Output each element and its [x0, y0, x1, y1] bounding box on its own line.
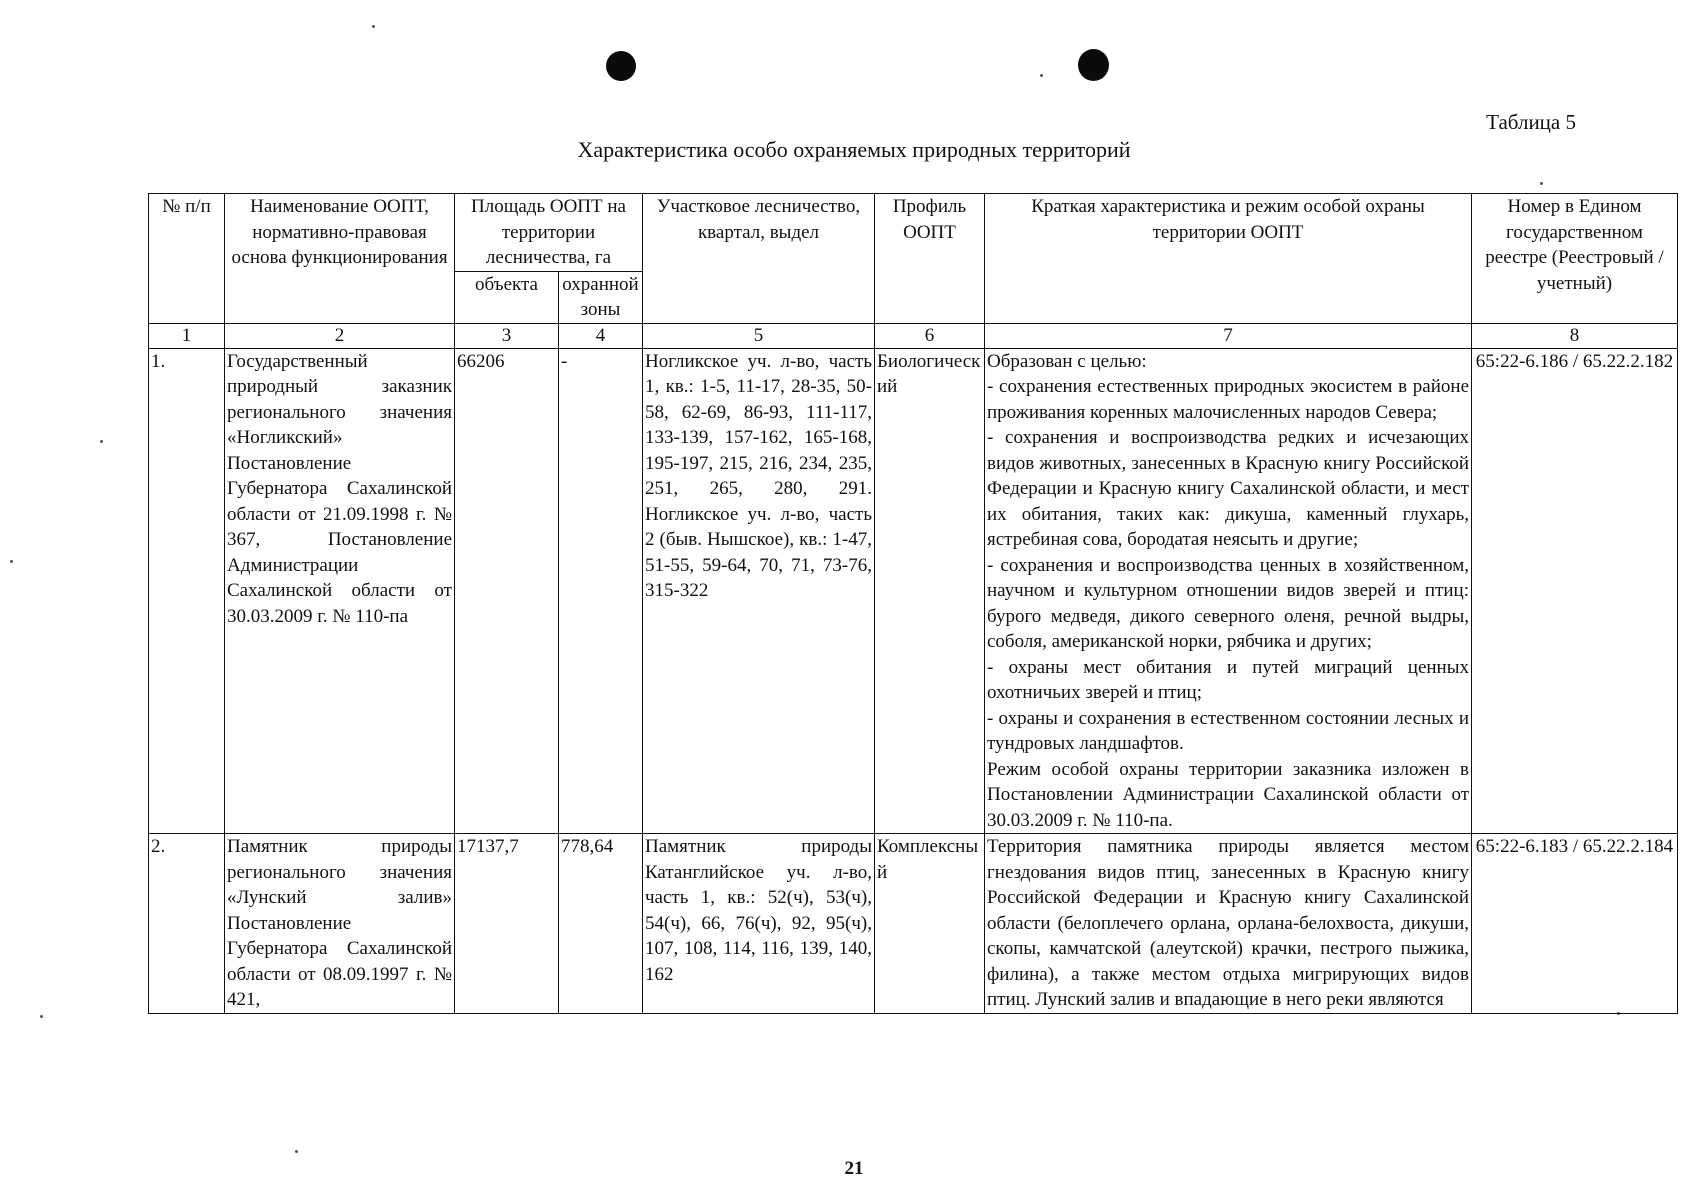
column-number: 8 [1472, 323, 1678, 348]
area-description: Образован с целью: - сохранения естественных природных экосистем в районе проживания коренных малочисленных народов Севера; - сохранения и воспроизводства редких и исчезающих видов животных, занесенных в Красную книгу Российской Федерации и Красную книгу Сахалинской области, и мест их обитания, таких как: дикуша, каменный глухарь, ястребиная сова, бородатая неясыть и другие; - сохранения и воспроизводства ценных в хозяйственном, научном и культурном отношении видов зверей и птиц: бурого медведя, дикого северного оленя, речной выдры, соболя, американской норки, рябчика и других; - охраны мест обитания и путей миграций ценных охотничьих зверей и птиц; - охраны и сохранения в естественном состоянии лесных и тундровых ландшафтов. Режим особой охраны территории заказника изложен в Постановлении Администрации Сахалинской области от 30.03.2009 г. № 110-па. [985, 348, 1472, 834]
forestry-location: Ногликское уч. л-во, часть 1, кв.: 1-5, 11-17, 28-35, 50-58, 62-69, 86-93, 111-117, 133-139, 157-162, 165-168, 195-197, 215, 216, 234, 235, 251, 265, 280, 291. Ногликское уч. л-во, часть 2 (быв. Нышское), кв.: 1-47, 51-55, 59-64, 70, 71, 73-76, 315-322 [643, 348, 875, 834]
punch-hole-left [606, 51, 636, 81]
punch-hole-right [1078, 49, 1109, 81]
column-number: 5 [643, 323, 875, 348]
protected-areas-table [148, 193, 1678, 1014]
scan-speck [372, 25, 375, 28]
row-number: 1. [149, 348, 225, 834]
table-row [149, 834, 1678, 1014]
column-number: 2 [225, 323, 455, 348]
page-number: 21 [844, 1158, 864, 1179]
header-forestry: Участковое лесничество, квартал, выдел [643, 194, 875, 324]
scan-speck [100, 440, 103, 443]
table-row [149, 348, 1678, 834]
header-description: Краткая характеристика и режим особой охраны территории ООПТ [985, 194, 1472, 324]
column-number: 6 [875, 323, 985, 348]
area-zone: 778,64 [559, 834, 643, 1014]
header-profile: Профиль ООПТ [875, 194, 985, 324]
header-row [149, 194, 1678, 272]
scan-speck [295, 1150, 298, 1153]
column-number: 3 [455, 323, 559, 348]
registry-number: 65:22-6.183 / 65.22.2.184 [1472, 834, 1678, 1014]
header-num: № п/п [149, 194, 225, 324]
registry-number: 65:22-6.186 / 65.22.2.182 [1472, 348, 1678, 834]
column-number: 4 [559, 323, 643, 348]
column-number: 1 [149, 323, 225, 348]
header-area-zone: охранной зоны [559, 271, 643, 323]
area-zone: - [559, 348, 643, 834]
row-number: 2. [149, 834, 225, 1014]
header-registry: Номер в Едином государственном реестре (Реестровый / учетный) [1472, 194, 1678, 324]
scan-speck [1040, 74, 1043, 77]
header-area-object: объекта [455, 271, 559, 323]
table-label: Таблица 5 [1486, 110, 1576, 134]
header-area-group: Площадь ООПТ на территории лесничества, га [455, 194, 643, 272]
area-object: 66206 [455, 348, 559, 834]
scan-speck [1540, 182, 1543, 185]
document-title: Характеристика особо охраняемых природных территорий [577, 137, 1131, 162]
area-profile: Биологический [875, 348, 985, 834]
scan-speck [10, 560, 13, 563]
area-profile: Комплексный [875, 834, 985, 1014]
column-number-row [149, 323, 1678, 348]
header-name: Наименование ООПТ, нормативно-правовая основа функционирования [225, 194, 455, 324]
area-object: 17137,7 [455, 834, 559, 1014]
forestry-location: Памятник природы Катанглийское уч. л-во, часть 1, кв.: 52(ч), 53(ч), 54(ч), 66, 76(ч), 92, 95(ч), 107, 108, 114, 116, 139, 140, 162 [643, 834, 875, 1014]
area-name: Памятник природы регионального значения «Лунский залив» Постановление Губернатора Сахалинской области от 08.09.1997 г. № 421, [225, 834, 455, 1014]
column-number: 7 [985, 323, 1472, 348]
area-name: Государственный природный заказник регионального значения «Ногликский» Постановление Губернатора Сахалинской области от 21.09.1998 г. № 367, Постановление Администрации Сахалинской области от 30.03.2009 г. № 110-па [225, 348, 455, 834]
area-description: Территория памятника природы является местом гнездования видов птиц, занесенных в Красную книгу Российской Федерации и Красную книгу Сахалинской области (белоплечего орлана, орлана-белохвоста, дикуши, скопы, камчатской (алеутской) крачки, пестрого пыжика, филина), а также местом отдыха мигрирующих видов птиц. Лунский залив и впадающие в него реки являются [985, 834, 1472, 1014]
scan-speck [40, 1015, 43, 1018]
